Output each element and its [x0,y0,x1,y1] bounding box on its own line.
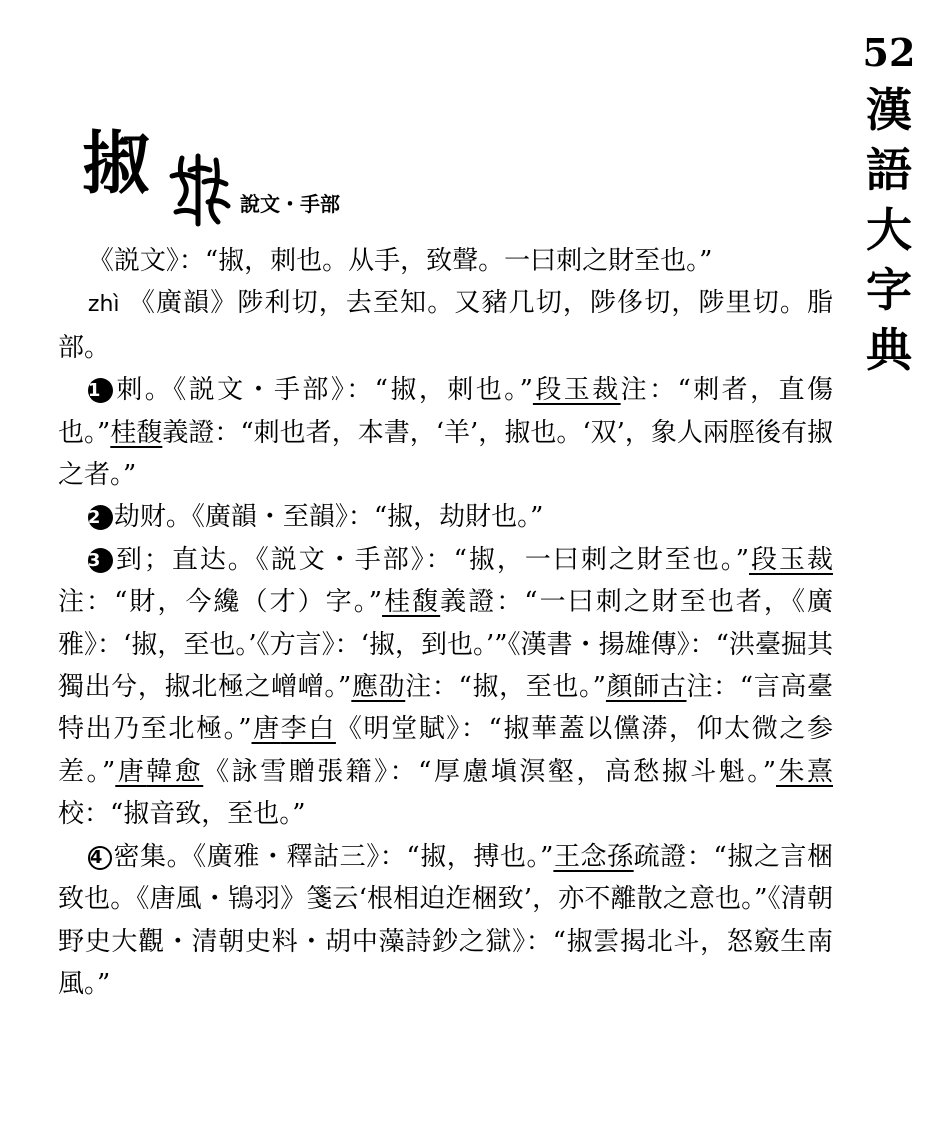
head-character: 掓 [82,124,151,204]
proper-name: 唐 [251,714,281,745]
seal-script-glyph [168,152,232,228]
sense-number-badge: 3 [88,548,113,573]
sense-text: 《詠雪贈張籍》：“厚慮塡溟壑，高愁掓斗魁。” [203,756,777,787]
sense-text: 密集。《廣雅・釋詁三》：“掓，搏也。” [112,841,554,872]
page-number: 52 [862,30,916,75]
sense-3 [58,539,833,836]
sense-number-badge: 4 [88,846,112,870]
sense-1 [58,369,833,496]
sense-4 [58,836,833,1006]
sense-text: 疏證：“掓之言梱致也。《唐風・鴇羽》箋云‘根相迫迮梱致’，亦不離散之意也。”《清朝野史大觀・清朝史料・胡中藻詩鈔之獄》：“掓雲揭北斗，怒竅生南風。” [58,841,833,999]
dictionary-name-char: 語 [866,143,912,197]
proper-name: 朱熹 [776,756,833,787]
sense-text: 校：“掓音致，至也。” [58,799,306,830]
proper-name: 桂馥 [382,587,441,618]
sense-text: 刺。《説文・手部》：“掓，刺也。” [113,375,533,406]
sense-number-badge: 2 [88,505,113,530]
dictionary-name-char: 典 [866,323,912,377]
proper-name: 應劭 [351,672,406,703]
sense-text: 注：“財，今纔（才）字。” [58,587,383,618]
dictionary-name [858,80,920,380]
proper-name: 李白 [280,714,336,745]
phonetic-line [58,282,833,369]
seal-source-label: 說文・手部 [240,192,340,216]
sense-text: 義證：“刺也者，本書，‘羊’，掓也。‘双’，象人兩脛後有掓之者。” [58,417,833,491]
dictionary-name-char: 字 [866,263,912,317]
proper-name: 桂馥 [110,417,163,448]
proper-name: 段玉裁 [749,544,833,575]
sense-text: 劫财。《廣韻・至韻》：“掓，劫財也。” [113,502,544,533]
entry-heading [82,120,482,220]
sense-number-badge: 1 [88,378,113,403]
proper-name: 段玉裁 [532,375,621,406]
phonetic-rest: 《廣韻》陟利切，去至知。又豬几切，陟侈切，陟里切。脂部。 [58,288,833,363]
sense-text: 注：“刺者，直傷也。” [58,375,833,448]
sense-text: 注：“掓，至也。” [405,672,606,703]
shuowen-quote: 《説文》：“掓，刺也。从手，致聲。一曰刺之財至也。” [87,246,713,276]
proper-name: 唐 [115,756,147,787]
dictionary-name-char: 大 [866,203,912,257]
sense-text: 義證：“一曰刺之財至也者，《廣雅》：‘掓，至也。’《方言》：‘掓，到也。’”《漢書・揚雄傳》：“洪臺掘其獨出兮，掓北極之嶒嶒。” [58,587,833,703]
sense-text: 《明堂賦》：“掓華蓋以儻漭，仰太微之参差。” [58,714,833,787]
pinyin: zhì [87,292,120,318]
proper-name: 顏師古 [605,672,687,703]
proper-name: 韓愈 [146,756,204,787]
dictionary-name-char: 漢 [866,83,912,137]
entry-body [58,240,833,1005]
proper-name: 王念孫 [553,841,634,872]
sense-list [58,369,833,1005]
sense-2 [58,496,833,538]
sense-text: 到；直达。《説文・手部》：“掓，一曰刺之財至也。” [113,544,750,575]
sense-text: 注：“言高臺特出乃至北極。” [58,672,833,745]
dictionary-title [858,30,920,380]
